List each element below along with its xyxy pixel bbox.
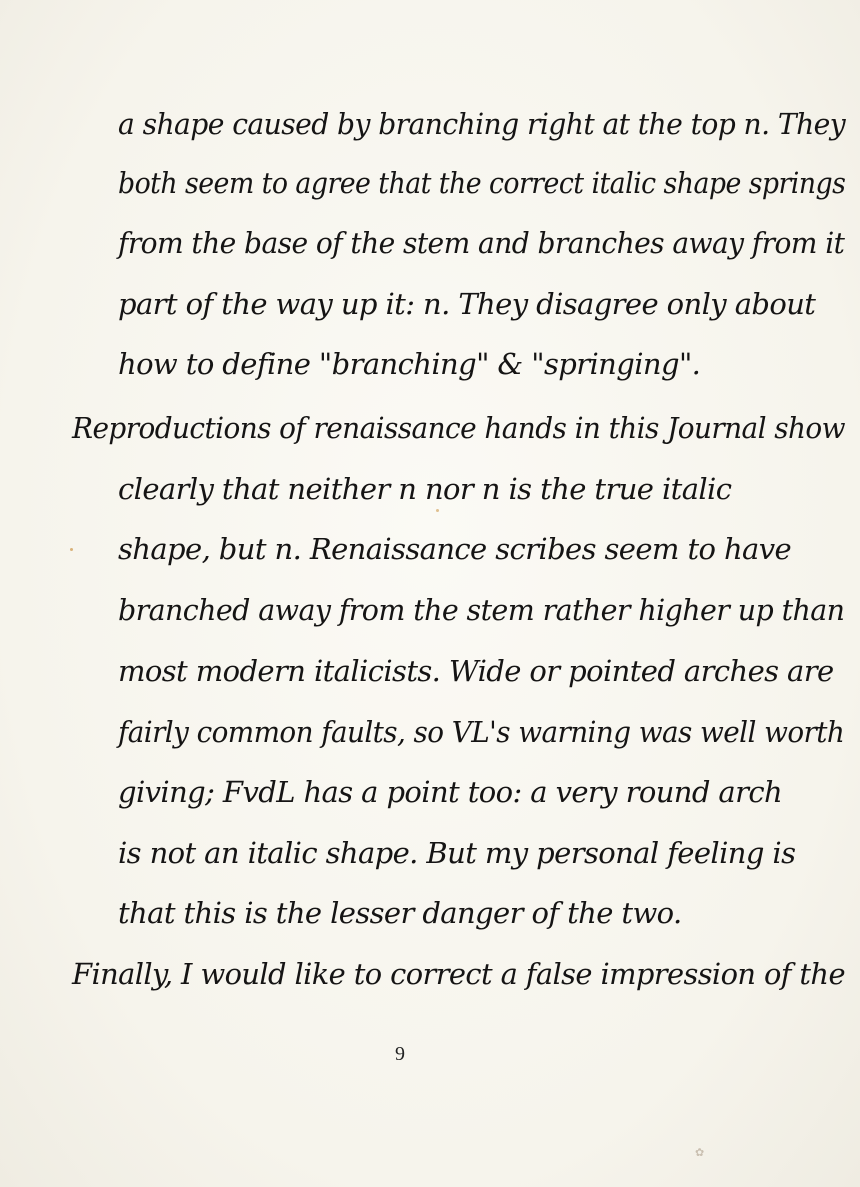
text-line-7: clearly that neither n nor n is the true italic (118, 472, 732, 506)
text-line-15: Finally, I would like to correct a false impression of the (72, 957, 845, 991)
text-line-9: branched away from the stem rather higher up than (118, 593, 845, 627)
text-line-5: how to define "branching" & "springing". (118, 347, 701, 381)
text-line-13: is not an italic shape. But my personal feeling is (118, 836, 796, 870)
text-line-2: both seem to agree that the correct italic shape springs (118, 166, 846, 200)
text-line-11: fairly common faults, so VL's warning was well worth (118, 715, 845, 749)
text-line-3: from the base of the stem and branches away from it (118, 226, 845, 260)
text-line-12: giving; FvdL has a point too: a very round arch (118, 775, 783, 809)
text-line-10: most modern italicists. Wide or pointed arches are (118, 654, 834, 688)
paper-speck (70, 548, 73, 551)
text-line-8: shape, but n. Renaissance scribes seem to have (118, 532, 792, 566)
text-line-6: Reproductions of renaissance hands in this Journal show (72, 411, 845, 445)
text-line-14: that this is the lesser danger of the two. (118, 896, 682, 930)
text-line-1: a shape caused by branching right at the top n. They (118, 107, 846, 141)
text-line-4: part of the way up it: n. They disagree only about (118, 287, 816, 321)
flower-mark-icon: ✿ (695, 1146, 705, 1159)
paper-speck (436, 509, 439, 512)
page-number: 9 (395, 1043, 405, 1065)
